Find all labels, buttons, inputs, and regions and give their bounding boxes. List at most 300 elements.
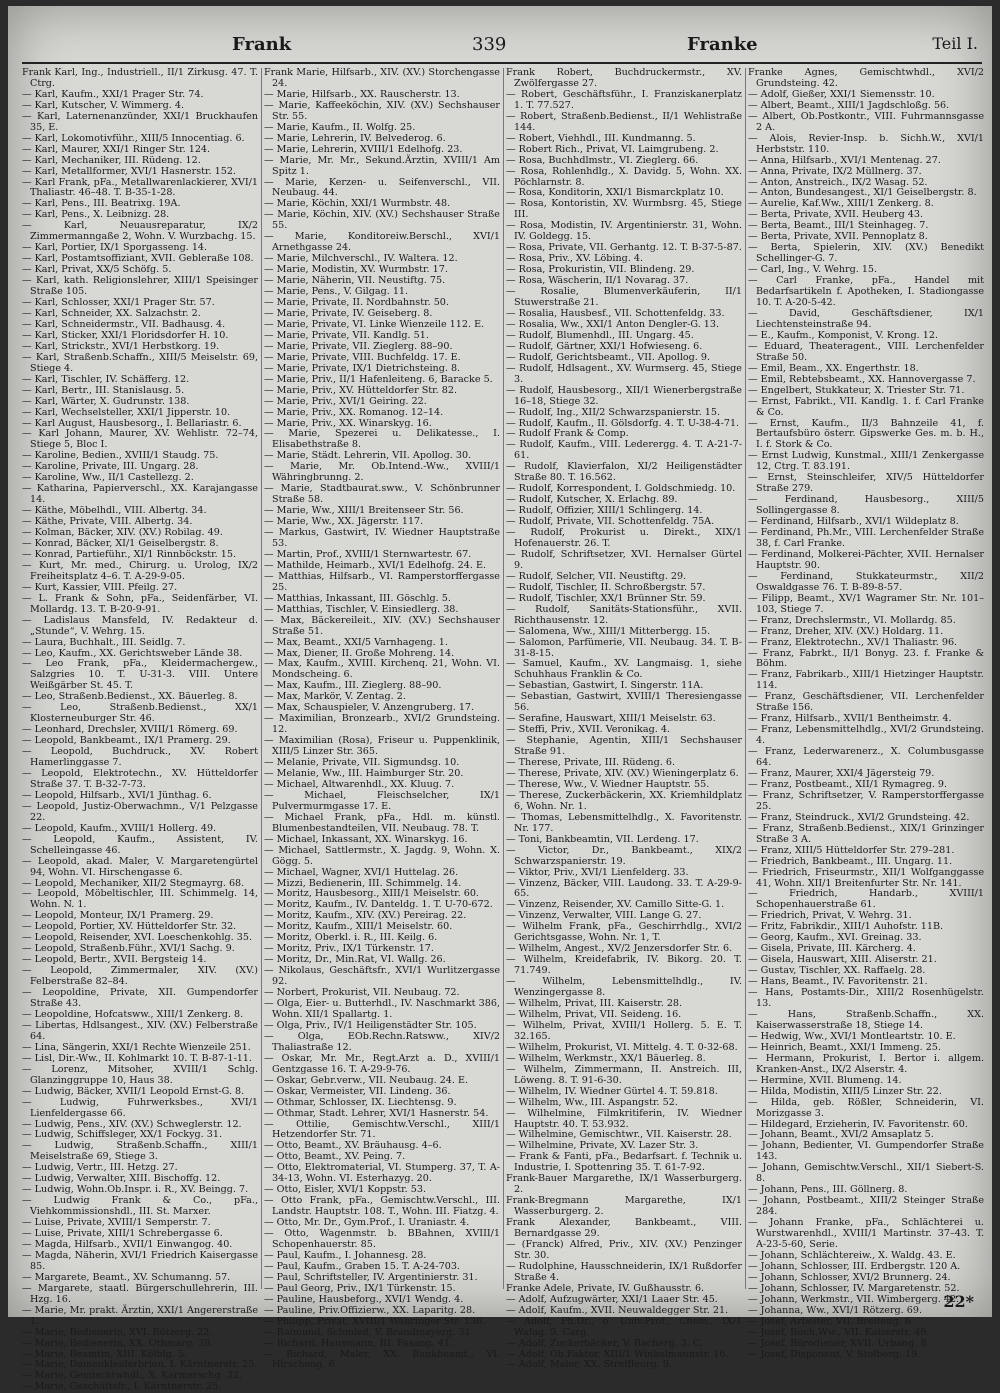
directory-entry: — Johann, Schlosser, IV. Margaretenstr. 52.	[748, 1282, 960, 1294]
directory-entry: — Rudolf, Schriftsetzer, XVI. Hernalser Gürtel 9.	[506, 548, 742, 571]
directory-entry: — E., Kaufm., Komponist, V. Krong. 12.	[748, 329, 939, 341]
directory-entry: — Moritz, Kaufm., XIII/1 Meiselstr. 60.	[264, 921, 453, 933]
directory-entry: — Adolf, Zuckerbäcker, V. Bacherg. 3. C.	[506, 1337, 703, 1349]
directory-entry: — Franz, Straßenb.Bedienst., XIX/1 Grinzinger Straße 3 A.	[748, 822, 984, 845]
directory-entry: — Ludwig, Fuhrwerksbes., XVI/1 Lienfeldergasse 66.	[22, 1096, 258, 1119]
directory-entry: — Leo, Straßenb.Bedienst., XX. Bäuerleg. 8.	[22, 691, 238, 703]
directory-entry: — David, Geschäftsdiener, IX/1 Liechtensteinstraße 94.	[748, 307, 984, 330]
directory-entry: — Olga, EOb.Rechn.Ratsww., XIV/2 Thaliastraße 12.	[264, 1030, 500, 1053]
directory-entry: — Rosa, Konditorin, XXI/1 Bismarckplatz 10.	[506, 187, 724, 199]
directory-entry: — Marie, Mr. prakt. Ärztin, XXI/1 Angererstraße 1.	[22, 1304, 258, 1327]
directory-entry: — (Franck) Alfred, Priv., XIV. (XV.) Penzinger Str. 30.	[506, 1238, 742, 1261]
directory-entry: Frank Alexander, Bankbeamt., VIII. Bernardgasse 29.	[506, 1217, 742, 1240]
directory-entry: — Paul, Kaufm., I. Johannesg. 28.	[264, 1249, 427, 1261]
directory-entry: — Johanna, Ww., XVI/1 Rötzerg. 69.	[748, 1304, 923, 1316]
directory-entry: — Leopold, Kaufm., Assistent, IV. Schelleingasse 46.	[22, 833, 258, 856]
directory-entry: — Moritz, Kaufm., XIV. (XV.) Pereirag. 22.	[264, 910, 467, 922]
directory-entry: — Hildegard, Erzieherin, IV. Favoritenstr. 60.	[748, 1118, 968, 1130]
directory-entry: — Vinzenz, Reisender, XV. Camillo Sitte-G. 1.	[506, 899, 725, 911]
directory-entry: — Engelbert, Stukkateur, X. Triester Str. 71.	[748, 384, 965, 396]
directory-entry: — Ludwig, Pens., XIV. (XV.) Schweglerstr. 12.	[22, 1118, 242, 1130]
directory-entry: — Robert, Viehhdl., III. Kundmanng. 5.	[506, 132, 696, 144]
directory-entry: — Ferdinand, Molkerei-Pächter, XVII. Hernalser Hauptstr. 90.	[748, 548, 984, 571]
directory-entry: — Viktor, Priv., XVI/1 Lienfelderg. 33.	[506, 866, 689, 878]
directory-entry: — Leopold, Monteur, IX/1 Pramerg. 29.	[22, 910, 214, 922]
columns-area	[22, 67, 984, 1393]
directory-entry: — Rosa, Modistin, IV. Argentinierstr. 31, Wohn. IV. Goldegg. 15.	[506, 220, 742, 243]
directory-entry: — Johann, Schlächtereiw., X. Waldg. 43. E.	[748, 1249, 956, 1261]
directory-entry: — Karl, Strickstr., XVI/1 Herbstkorg. 19.	[22, 340, 220, 352]
directory-entry: — Martin, Prof., XVIII/1 Sternwartestr. 67.	[264, 548, 472, 560]
directory-entry: — Richard, Hausmann, III. Fasang. 41.	[264, 1337, 454, 1349]
directory-entry: — Marie, Konditoreiw.Berschl., XVI/1 Arnethgasse 24.	[264, 231, 500, 254]
directory-entry: — Adolf, Ob.Faktor, XIII/1 Winkelmannstr. 16.	[506, 1348, 729, 1360]
directory-entry: — Ludwig, Straßenb.Schaffn., XIII/1 Meiselstraße 69, Stiege 3.	[22, 1140, 258, 1163]
directory-entry: — Michael, Fleischselcher, IX/1 Pulvermurmgasse 17. E.	[264, 789, 500, 812]
directory-entry: — Rosa, Prokuristin, VII. Blindeng. 29.	[506, 264, 695, 276]
directory-entry: — Franz, Elektrotechn., XV/1 Thaliastr. 96.	[748, 636, 958, 648]
directory-entry: — Karl, Postamtsoffiziant, XVII. Gebleraße 108.	[22, 253, 254, 265]
directory-entry: — Marie, Milchverschl., IV. Waltera. 12.	[264, 253, 458, 265]
directory-entry: — Lina, Sängerin, XXI/1 Rechte Wienzeile 251.	[22, 1041, 251, 1053]
directory-entry: — Kurt, Kassier, VIII. Pfeilg. 27.	[22, 581, 178, 593]
directory-entry: — Franz, Lebensmittelhdlg., XVI/2 Grundsteing. 4.	[748, 724, 984, 747]
directory-entry: — Karl, Lokomotivführ., XIII/5 Innocentiag. 6.	[22, 132, 245, 144]
directory-entry: — Marie, Geschäftsfr., I. Kärntnerstr. 25.	[22, 1381, 222, 1393]
directory-entry: — Rudolf, Gerichtsbeamt., VII. Apollog. 9.	[506, 351, 711, 363]
directory-entry: — Therese, Private, XIV. (XV.) Wieningerplatz 6.	[506, 768, 739, 779]
directory-entry: — Ernst Ludwig, Kunstmal., XIII/1 Zenkergasse 12, Ctrg. T. 83.191.	[748, 450, 984, 473]
directory-entry: — Marie, Private, VIII. Buchfeldg. 17. E.	[264, 351, 461, 363]
directory-entry: — Adolf, Maler, XX. Streffleurg. 9.	[506, 1359, 672, 1371]
directory-entry: — Michael, Inkassant, XX. Winarskyg. 16.	[264, 833, 468, 845]
directory-entry: — Wilhelm, Ww., III. Aspangstr. 52.	[506, 1096, 678, 1108]
directory-entry: — Gustav, Tischler, XX. Raffaelg. 28.	[748, 965, 926, 977]
directory-entry: — Marie, Köchin, XXI/1 Wurmbstr. 48.	[264, 198, 451, 210]
directory-entry: — Marie, Priv., XVI/1 Geiring. 22.	[264, 395, 427, 407]
directory-entry: — Therese, Zuckerbäckerin, XX. Kriemhildplatz 6, Wohn. Nr. 1.	[506, 789, 742, 812]
directory-entry: Franke Adele, Private, IV. Gußhausstr. 6.	[506, 1282, 705, 1294]
directory-entry: — Johann, Beamt., XVI/2 Amsaplatz 5.	[748, 1129, 934, 1141]
directory-entry: — Franz, Drechslermstr., VI. Mollardg. 85.	[748, 614, 956, 626]
directory-entry: — Margarete, staatl. Bürgerschullehrerin, III. Hzg. 16.	[22, 1282, 258, 1305]
directory-entry: — Max, Kaufm., III. Zieglerg. 88–90.	[264, 680, 442, 692]
directory-entry: — Georg, Kaufm., XVI. Greinag. 33.	[748, 932, 922, 944]
directory-entry: — Filipp, Beamt., XV/1 Wagramer Str. Nr. 101–103, Stiege 7.	[748, 592, 984, 615]
directory-entry: — Melanie, Private, VII. Sigmundsg. 10.	[264, 757, 460, 769]
directory-entry: — Marie, Spezerei u. Delikatesse., I. Elisabethstraße 8.	[264, 428, 500, 451]
directory-entry: — Johann Franke, pFa., Schlächterei u. Wurstwarenhdl., XVIII/1 Martinstr. 37–43. T. A-23-5-60, Serie.	[748, 1217, 984, 1250]
directory-entry: — Paul, Kaufm., Graben 15. T. A-24-703.	[264, 1260, 460, 1272]
directory-entry: — Wilhelm, Lebensmittelhdlg., IV. Wenzingergasse 8.	[506, 976, 742, 999]
directory-entry: — Adolf, Gießer, XXI/1 Siemensstr. 10.	[748, 88, 935, 100]
directory-entry: — Leonhard, Drechsler, XVIII/1 Römerg. 69.	[22, 724, 238, 736]
directory-entry: — Franz, Dreher, XIV. (XV.) Holdarg. 11.	[748, 625, 944, 637]
directory-entry: — Karl, Maurer, XXI/1 Ringer Str. 124.	[22, 143, 211, 155]
directory-entry: — Rosalia, Hausbesf., VII. Schottenfeldg. 33.	[506, 307, 725, 319]
directory-entry: — Rudolf, Klavierfalon, XI/2 Heiligenstädter Straße 80. T. 16.562.	[506, 461, 742, 484]
directory-entry: — Rudolf, Tischler, II. Schroßbergstr. 57.	[506, 581, 706, 593]
directory-entry: — Ludwig, Vertr., III. Hetzg. 27.	[22, 1162, 178, 1174]
directory-entry: — Albert, Beamt., XIII/1 Jagdschloßg. 56.	[748, 99, 950, 111]
directory-entry: — Wilhelm, IV. Wiedner Gürtel 4. T. 59.818.	[506, 1085, 718, 1097]
directory-entry: — L. Frank & Sohn, pFa., Seidenfärber, VI. Mollardg. 13. T. B-20-9-91.	[22, 592, 258, 615]
directory-entry: — Eduard, Theateragent., VIII. Lerchenfelder Straße 50.	[748, 340, 984, 363]
directory-entry: — Johann, Bedienter, VI. Gumpendorfer Straße 143.	[748, 1140, 984, 1163]
directory-entry: — Leopold, Justiz-Oberwachmn., V/1 Pelzgasse 22.	[22, 800, 258, 823]
directory-entry: — Magda, Hilfsarb., XVII/1 Einwangog. 40.	[22, 1238, 233, 1250]
directory-entry: — Otto, Beamt., XV. Bräuhausg. 4–6.	[264, 1140, 442, 1152]
directory-entry: — Olga, Priv., IV/1 Heiligenstädter Str. 105.	[264, 1019, 477, 1031]
column-rule	[745, 68, 746, 1289]
part-label: Teil I.	[932, 34, 978, 53]
directory-entry: — Moritz, Dr., Min.Rat, VI. Wallg. 26.	[264, 954, 446, 966]
directory-entry: — Josef, Arbeiter, VII. Breiteng. 6.	[748, 1315, 914, 1327]
directory-entry: — Ferdinand, Ph.Mr., VIII. Lerchenfelder Straße 38, f. Carl Franke.	[748, 527, 984, 549]
directory-entry: — Karl, Kaufm., XXI/1 Prager Str. 74.	[22, 88, 204, 100]
directory-entry: — Rosa, Buchhdlmstr., VI. Zieglerg. 66.	[506, 154, 699, 166]
directory-entry: — Michael, Wagner, XVI/1 Huttelag. 26.	[264, 866, 459, 878]
directory-entry: — Friedrich, Handarb., XVIII/1 Schopenhauerstraße 61.	[748, 888, 984, 911]
directory-entry: — Karl, Wärter, X. Gudrunstr. 138.	[22, 395, 190, 407]
directory-entry: — Leopold, Zimmermaler, XIV. (XV.) Felberstraße 82–84.	[22, 965, 258, 988]
directory-entry: — Katharina, Papierverschl., XX. Karajangasse 14.	[22, 483, 258, 506]
directory-entry: — Ladislaus Mansfeld, IV. Redakteur d. „Stunde“, V. Wehrg. 15.	[22, 614, 258, 637]
directory-entry: — Matthias, Hilfsarb., VI. Ramperstorffergasse 25.	[264, 570, 500, 593]
directory-entry: — Ottilie, Gemischtw.Verschl., XIII/1 Hetzendorfer Str. 71.	[264, 1118, 500, 1141]
directory-entry: — Marie, Kerzen- u. Seifenverschl., VII. Neubaug. 44.	[264, 176, 500, 199]
directory-entry: — Ferdinand, Stukkateurmstr., XII/2 Oswaldgasse 76. T. B-89-8-57.	[748, 570, 984, 593]
directory-entry: — Moritz, Hausbesorg., XIII/1 Meiselstr. 60.	[264, 888, 479, 900]
directory-entry: — Karoline, Private, III. Ungarg. 28.	[22, 461, 199, 473]
directory-entry: — Marie, Private, II. Nordbahnstr. 50.	[264, 297, 449, 309]
directory-entry: — Konrad, Partieführ., XI/1 Rinnböckstr. 15.	[22, 548, 236, 560]
directory-entry: — Rosalia, Ww., XXI/1 Anton Dengler-G. 13.	[506, 318, 720, 330]
directory-entry: — Rosalie, Blumenverkäuferin, II/1 Stuwerstraße 21.	[506, 286, 742, 309]
directory-entry: — Michael Frank, pFa., Hdl. m. künstl. Blumenbestandteilen, VII. Neubaug. 78. T.	[264, 811, 500, 834]
directory-entry: — Marie, Städt. Lehrerin, VII. Apollog. 30.	[264, 450, 472, 462]
directory-entry: — Pauline, Hausbeforg., XVI/1 Wendg. 4.	[264, 1293, 464, 1305]
directory-entry: — Johann, Schlosser, III. Erdbergstr. 120 A.	[748, 1260, 961, 1272]
directory-entry: — Aurelie, Kaf.Ww., XIII/1 Zenkerg. 8.	[748, 198, 934, 210]
directory-entry: — Leo, Straßenb.Bedienst., XX/1 Klosterneuburger Str. 46.	[22, 702, 258, 725]
directory-entry: — Rudolphine, Hausschneiderin, IX/1 Rußdorfer Straße 4.	[506, 1260, 742, 1283]
directory-entry: — Robert, Geschäftsführ., I. Franziskanerplatz 1. T. 77.527.	[506, 88, 742, 111]
directory-entry: — Otto, Mr. Dr., Gym.Prof., I. Uraniastr. 4.	[264, 1217, 470, 1229]
directory-entry: — Marie, Priv., XV. Hütteldorfer Str. 82.	[264, 384, 458, 396]
signature-mark: 22*	[943, 1292, 974, 1311]
directory-entry: — Käthe, Möbelhdl., VIII. Albertg. 34.	[22, 505, 207, 517]
directory-entry: — Leo, Kaufm., XX. Gerichtsweber Lände 38.	[22, 647, 243, 659]
column-2	[264, 67, 500, 1371]
directory-entry: — Melanie, Ww., III. Haimburger Str. 20.	[264, 768, 464, 779]
directory-entry: — Raimund, Schmied, V. Brandmayerg. 31.	[264, 1326, 474, 1338]
directory-entry: — Libertas, Hdlsangest., XIV. (XV.) Felberstraße 64.	[22, 1019, 258, 1042]
directory-entry: — Marie, Köchin, XIV. (XV.) Sechshauser Straße 55.	[264, 209, 500, 232]
directory-entry: — Friedrich, Privat, V. Wehrg. 31.	[748, 910, 912, 922]
directory-entry: — Rosa, Rohlenhdlg., X. Davidg. 5, Wohn. XX. Pöchlarnstr. 8.	[506, 165, 742, 188]
directory-entry: — Johann, Pens., III. Göllnerg. 8.	[748, 1184, 908, 1196]
directory-entry: — Luise, Private, XVIII/1 Semperstr. 7.	[22, 1217, 211, 1229]
directory-entry: — Emil, Rebtebsbeamt., XX. Hannovergasse 7.	[748, 373, 976, 385]
directory-entry: — Berta, Beamt., III/1 Steinhageg. 7.	[748, 220, 929, 232]
directory-entry: — Adolf, Kaufm., XVII. Neuwaldegger Str. 21.	[506, 1304, 729, 1316]
directory-entry: — Luise, Private, XIII/1 Schrebergasse 6.	[22, 1228, 223, 1240]
directory-entry: — Rudolf, Tischler, XX/1 Brünner Str. 59.	[506, 592, 706, 604]
directory-entry: — Carl, Ing., V. Wehrg. 15.	[748, 264, 878, 276]
directory-entry: — Adolf, Ph.Dr., o. Univ.Prof., Chem., IX/1 Wafag. 9. Carg.	[506, 1315, 742, 1338]
directory-entry: — Hilda, geb. Rößler, Schneiderin, VI. Morizgasse 3.	[748, 1096, 984, 1119]
directory-entry: — Rudolf, Korrespondent, I. Goldschmiedg. 10.	[506, 483, 736, 495]
directory-entry: — Hermine, XVII. Blumeng. 14.	[748, 1074, 902, 1086]
directory-entry: — Marie, Ww., XIII/1 Breitenseer Str. 56.	[264, 505, 464, 517]
directory-entry: — Otto, Beamt., XV. Peing. 7.	[264, 1151, 406, 1163]
directory-entry: — Matthias, Inkassant, III. Göschlg. 5.	[264, 592, 451, 604]
directory-entry: — Marie, Private, VII. Kandlg. 51.	[264, 329, 429, 341]
directory-entry: — Karl, Neuausreparatur, IX/2 Zimmermanngaße 2, Wohn. V. Wurzbachg. 15.	[22, 220, 258, 243]
directory-entry: — Therese, Private, III. Rüdeng. 6.	[506, 757, 676, 769]
directory-entry: — Paul Georg, Priv., IX/1 Türkenstr. 15.	[264, 1282, 456, 1294]
directory-entry: — Michael, Altwarenhdl., XX. Kluug. 7.	[264, 778, 455, 790]
directory-entry: — Oskar, Mr. Mr., Regt.Arzt a. D., XVIII/1 Gentzgasse 16. T. A-29-9-76.	[264, 1052, 500, 1075]
directory-entry: — Ernst, Steinschleifer, XIV/5 Hütteldorfer Straße 279.	[748, 472, 984, 495]
directory-entry: — Josef, Buch.Ww., VII. Kaiserstr. 49.	[748, 1326, 930, 1338]
directory-entry: — Lorenz, Mitsoher, XVIII/1 Schlg. Glanzinggruppe 10, Haus 38.	[22, 1063, 258, 1086]
directory-entry: — Anton, Bundesangest., XI/1 Geiselbergstr. 8.	[748, 187, 977, 199]
directory-entry: — Karl, Portier, IX/1 Sporgasseng. 14.	[22, 242, 208, 254]
directory-entry: — Robert Rich., Privat, VI. Laimgrubeng. 2.	[506, 143, 719, 155]
directory-entry: — Berta, Spielerin, XIV. (XV.) Benedikt Schellinger-G. 7.	[748, 242, 984, 265]
directory-entry: — Max, Diener, II. Große Mohreng. 14.	[264, 647, 455, 659]
directory-entry: — Karl, Schneider, XX. Salzachstr. 2.	[22, 307, 201, 319]
directory-entry: — Leopold, Hilfsarb., XVI/1 Jünthag. 6.	[22, 789, 212, 801]
directory-entry: — Toni, Bankbeamtin, VII. Lerdeng. 17.	[506, 833, 699, 845]
directory-entry: — Karl, Tischler, IV. Schäfferg. 12.	[22, 373, 190, 385]
directory-entry: — Karl, Bertr., III. Stanislausg. 5.	[22, 384, 185, 396]
directory-entry: — Marie, Private, VI. Linke Wienzeile 112. E.	[264, 318, 485, 330]
directory-entry: Frank Robert, Buchdruckermstr., XV. Zwölfergasse 27.	[506, 67, 742, 89]
directory-entry: — Samuel, Kaufm., XV. Langmaisg. 1, siehe Schuhhaus Franklin & Co.	[506, 658, 742, 681]
directory-entry: — Norbert, Prokurist, VII. Neubaug. 72.	[264, 987, 460, 999]
directory-entry: — Robert, Straßenb.Bedienst., II/1 Wehlistraße 144.	[506, 110, 742, 133]
directory-entry: — Marie, Private, IV. Geiseberg. 8.	[264, 307, 433, 319]
directory-entry: — Ferdinand, Hilfsarb., XVI/1 Wildeplatz 8.	[748, 516, 959, 528]
directory-entry: — Johann, Gemischtw.Verschl., XII/1 Siebert-S. 8.	[748, 1162, 984, 1185]
directory-entry: — Wilhelm, Prokurist, VI. Mittelg. 4. T. 0-32-68.	[506, 1041, 738, 1053]
header-rule	[22, 62, 982, 64]
directory-entry: — Oskar, Gebr.verw., VII. Neubaug. 24. E.	[264, 1074, 469, 1086]
directory-entry: — Anna, Private, IX/2 Müllnerg. 37.	[748, 165, 922, 177]
directory-entry: — Marie, Beamtin, XIII. Kölblg. 5.	[22, 1348, 188, 1360]
column-rule	[503, 68, 504, 1289]
directory-entry: — Marie, Kaufm., II. Wolfg. 25.	[264, 121, 416, 133]
directory-entry: — Wilhelmine, Gemischtwr., VII. Kaiserstr. 28.	[506, 1129, 732, 1141]
directory-entry: — Karoline, Ww., II/1 Castellezg. 2.	[22, 472, 194, 484]
directory-entry: — Adolf, Aufzugwärter, XXI/1 Laaer Str. 45.	[506, 1293, 718, 1305]
directory-entry: — Paul, Schriftsteller, IV. Argentinierstr. 31.	[264, 1271, 478, 1283]
directory-entry: — Marie, Gemischtwhdl., X. Karmarschg. 32.	[22, 1370, 242, 1382]
directory-entry: — Franz, Fabrkt., II/1 Bonyg. 23. f. Franke & Böhm.	[748, 647, 984, 670]
directory-entry: — Franz, Postbeamt., XII/1 Rymagreg. 9.	[748, 778, 948, 790]
directory-entry: — Hilda, Modistin, XIII/5 Linzer Str. 22.	[748, 1085, 942, 1097]
directory-entry: — Ferdinand, Hausbesorg., XIII/5 Sollingergasse 8.	[748, 494, 984, 517]
directory-entry: — Hans, Straßenb.Schaffn., XX. Kaiserwasserstraße 18, Stiege 14.	[748, 1008, 984, 1031]
page-number: 339	[472, 34, 507, 55]
directory-entry: — Leopoldine, Private, XII. Gumpendorfer Straße 43.	[22, 987, 258, 1010]
directory-entry: — Hans, Postamts-Dir., XIII/2 Rosenhügelstr. 13.	[748, 987, 984, 1010]
directory-entry: — Wilhelm, Privat, VII. Seideng. 16.	[506, 1008, 682, 1020]
directory-entry: — Käthe, Private, VIII. Albertg. 34.	[22, 516, 193, 528]
directory-entry: — Karl August, Hausbesorg., I. Bellariastr. 6.	[22, 417, 242, 429]
directory-entry: — Wilhelm, Zimmermann, II. Anstreich. III, Löweng. 8. T. 91-6-30.	[506, 1063, 742, 1086]
directory-entry: — Moritz, Kaufm., IV. Danteldg. 1. T. U-70-672.	[264, 899, 493, 911]
directory-entry: — Markus, Gastwirt, IV. Wiedner Hauptstraße 53.	[264, 527, 500, 549]
directory-entry: — Wilhelm, Kreidefabrik, IV. Bikorg. 20. T. 71.749.	[506, 954, 742, 977]
directory-entry: — Marie, Pens., V. Gilgag. 11.	[264, 286, 409, 298]
directory-entry: — Karl, Schlosser, XXI/1 Prager Str. 57.	[22, 297, 215, 309]
directory-entry: — Wilhelmine, Filmkritiferin, IV. Wiedner Hauptstr. 40. T. 53.932.	[506, 1107, 742, 1130]
directory-entry: — Max, Kaufm., XVIII. Kirchenq. 21, Wohn. VI. Mondscheing. 6.	[264, 658, 500, 681]
directory-entry: — Franz, Steindruck., XVI/2 Grundsteing. 42.	[748, 811, 970, 823]
directory-entry: — Marie, Private, IX/1 Dietrichsteing. 8.	[264, 362, 461, 374]
directory-entry: — Friedrich, Bankbeamt., III. Ungarg. 11.	[748, 855, 953, 867]
directory-entry: — Rudolf, Hdlsagent., XV. Wurmserg. 45, Stiege 3.	[506, 362, 742, 385]
directory-entry: — Serafine, Hauswart, XIII/1 Meiselstr. 63.	[506, 713, 716, 725]
directory-entry: — Richard, Maler, XX. Bankbeamt., VI. Hirscheng. 6.	[264, 1348, 500, 1371]
directory-page	[8, 6, 992, 1393]
page-header	[22, 34, 982, 60]
directory-entry: — Marie, Hilfsarb., XX. Rauscherstr. 13.	[264, 88, 460, 100]
directory-entry: — Marie, Ww., XX. Jägerstr. 117.	[264, 516, 424, 528]
directory-entry: — Leopold, Buchdruck., XV. Robert Hamerlinggasse 7.	[22, 746, 258, 769]
directory-entry: — Karl, Privat, XX/5 Schöfg. 5.	[22, 264, 172, 276]
directory-entry: — Othmar, Stadt. Lehrer, XVI/1 Hasnerstr. 54.	[264, 1107, 489, 1119]
directory-entry: — Leopold, Elektrotechn., XV. Hütteldorfer Straße 37. T. B-32-7-73.	[22, 768, 258, 790]
directory-entry: — Marie, Mr. Ob.Intend.-Ww., XVIII/1 Währingbrunng. 2.	[264, 461, 500, 484]
directory-entry: — Marie, Priv., XX. Romanog. 12–14.	[264, 406, 444, 418]
directory-entry: — Wilhelm, Werkmstr., XX/1 Bäuerleg. 8.	[506, 1052, 706, 1064]
directory-entry: — Michael, Sattlermstr., X. Jagdg. 9, Wohn. X. Gögg. 5.	[264, 844, 500, 867]
directory-entry: — Leopold, Kaufm., XVIII/1 Hollerg. 49.	[22, 822, 217, 834]
directory-entry: — Wilhelmine, Private, XV. Lazer Str. 3.	[506, 1140, 699, 1152]
directory-entry: — Marie, Bedienerin, XVI. Rötzerg. 22.	[22, 1326, 213, 1338]
directory-entry: — Rudolf, Prokurist u. Direkt., XIX/1 Hofenauerstr. 26. T.	[506, 527, 742, 549]
directory-entry: Frank Karl, Ing., Industriell., II/1 Zirkusg. 47. T. Ctrg.	[22, 67, 258, 89]
directory-entry: — Emil, Beam., XX. Engerthstr. 18.	[748, 362, 919, 374]
directory-entry: — Ludwig, Schiffsleger, XX/1 Fockyg. 31.	[22, 1129, 223, 1141]
directory-entry: — Rosa, Wäscherin, II/1 Novarag. 37.	[506, 275, 689, 287]
directory-entry: — Victor, Dr., Bankbeamt., XIX/2 Schwarzspanierstr. 19.	[506, 844, 742, 867]
directory-entry: — Marie, Priv., II/1 Hafenleiteng. 6, Baracke 5.	[264, 373, 493, 385]
directory-entry: — Franz, Schriftsetzer, V. Ramperstorffergasse 25.	[748, 789, 984, 812]
directory-entry: — Marie, Lehrerin, IV. Belvederog. 6.	[264, 132, 446, 144]
directory-entry: Franke Agnes, Gemischtwhdl., XVI/2 Grundsteing. 42.	[748, 67, 984, 89]
directory-entry: — Moritz, Oberkl. i. R., III. Keilg. 6.	[264, 932, 438, 944]
directory-entry: — Wilhelm, Privat, XVIII/1 Hollerg. 5. E. T. 32.165.	[506, 1019, 742, 1042]
directory-entry: — Marie, Private, VII. Zieglerg. 88–90.	[264, 340, 453, 352]
directory-entry: — Ludwig Frank & Co., pFa., Viehkommissionshdl., III. St. Marxer.	[22, 1195, 258, 1218]
directory-entry: — Leopold, Mechaniker, XII/2 Stegmayrg. 68.	[22, 877, 245, 889]
directory-entry: — Vinzenz, Verwalter, VIII. Lange G. 27.	[506, 910, 702, 922]
directory-entry: — Alois, Revier-Insp. b. Sichh.W., XVI/1 Herbststr. 110.	[748, 132, 984, 155]
directory-entry: — Margarete, Beamt., XV. Schumanng. 57.	[22, 1271, 231, 1283]
directory-entry: — Karl Johann, Maurer, XV. Wehlistr. 72–74, Stiege 5, Bloc I.	[22, 428, 258, 451]
directory-entry: — Karl, Schneidermstr., VII. Badhausg. 4.	[22, 318, 226, 330]
directory-entry: — Salomena, Ww., XIII/1 Mitterbergg. 15.	[506, 625, 711, 637]
directory-entry: — Hedwig, Ww., XVI/1 Montleartstr. 10. E.	[748, 1030, 956, 1042]
directory-entry: — Karl, Pens., III. Beatrixg. 19A.	[22, 198, 181, 210]
column-1	[22, 67, 258, 1393]
directory-entry: — Ernst, Fabrikt., VII. Kandlg. 1. f. Carl Franke & Co.	[748, 395, 984, 418]
directory-entry: — Karl, Mechaniker, III. Rüdeng. 12.	[22, 154, 201, 166]
directory-entry: — Laura, Buchhalt., III. Seidlg. 7.	[22, 636, 186, 648]
directory-entry: — Mathilde, Heimarb., XVI/1 Edelhofg. 24. E.	[264, 559, 487, 571]
directory-entry: — Rudolf, Hausbesorg., XII/1 Wienerbergstraße 16–18, Stiege 32.	[506, 384, 742, 407]
directory-entry: — Rosa, Private, VII. Gerhantg. 12. T. B-37-5-87.	[506, 242, 742, 254]
directory-entry: — Franz, Geschäftsdiener, VII. Lerchenfelder Straße 156.	[748, 691, 984, 714]
directory-entry: — Steffi, Priv., XVII. Veronikag. 4.	[506, 724, 670, 736]
directory-entry: — Wilhelm, Angest., XV/2 Jenzersdorfer Str. 6.	[506, 943, 733, 955]
directory-entry: — Stephanie, Agentin, XIII/1 Sechshauser Straße 91.	[506, 735, 742, 758]
directory-entry: — Frank & Fanti, pFa., Bedarfsart. f. Technik u. Industrie, I. Spottenring 35. T. 61-7-92.	[506, 1151, 742, 1174]
directory-entry: — Wilhelm, Privat, III. Kaiserstr. 28.	[506, 998, 683, 1010]
directory-entry: — Leopold, Bankbeamt., IX/1 Pramerg. 29.	[22, 735, 231, 747]
directory-entry: — Rudolf, Blumenhdl., III. Ungarg. 45.	[506, 329, 694, 341]
directory-entry: — Max, Markör, V. Zentag. 2.	[264, 691, 406, 703]
directory-entry: — Karl, kath. Religionslehrer, XIII/1 Speisinger Straße 105.	[22, 275, 258, 298]
directory-entry: — Ludwig, Bäcker, XVII/1 Leopold Ernst-G. 8.	[22, 1085, 245, 1097]
directory-entry: — Sebastian, Gastwirt, XVIII/1 Theresiengasse 56.	[506, 691, 742, 714]
directory-entry: — Othmar, Schlosser, IX. Liechtensg. 9.	[264, 1096, 457, 1108]
directory-entry: — Rudolf, Gärtner, XXI/1 Hofwieseng. 6.	[506, 340, 703, 352]
directory-entry: — Marie, Kaffeeköchin, XIV. (XV.) Sechshauser Str. 55.	[264, 99, 500, 122]
directory-entry: — Gisela, Private, III. Kärcherg. 4.	[748, 943, 916, 955]
directory-entry: — Albert, Ob.Postkontr., VIII. Fuhrmannsgasse 2 A.	[748, 110, 984, 133]
directory-entry: — Max, Schauspieler, V. Anzengruberg. 17.	[264, 702, 475, 714]
directory-entry: — Josef, Bürodiener, XVII. Urbang. 8.	[748, 1337, 930, 1349]
directory-entry: — Salomon, Parfümerie, VII. Neubaug. 34. T. B-31-8-15.	[506, 636, 742, 659]
directory-entry: — Berta, Private, XVII. Pennoplatz 8.	[748, 231, 928, 243]
directory-entry: — Ernst, Kaufm., II/3 Bahnzeile 41, f. Bertaufsbüro österr. Gipswerke Ges. m. b. H., I. f. Stork & Co.	[748, 417, 984, 451]
directory-entry: — Marie, Mr. Mr., Sekund.Ärztin, XVIII/1 Am Spitz 1.	[264, 154, 500, 177]
directory-entry: — Max, Bäckereileit., XIV. (XV.) Sechshauser Straße 51.	[264, 614, 500, 637]
directory-entry: Frank Marie, Hilfsarb., XIV. (XV.) Storchengasse 24.	[264, 67, 500, 89]
directory-entry: — Leopold, Bertr., XVII. Bergsteig 14.	[22, 954, 207, 966]
directory-entry: — Philipp, Privat, XVIII/1 Währinger Str. 136.	[264, 1315, 486, 1327]
directory-entry: — Leopold, akad. Maler, V. Margaretengürtel 94, Wohn. VI. Hirschengasse 6.	[22, 855, 258, 878]
directory-entry: — Johann, Postbeamt., XIII/2 Steinger Straße 284.	[748, 1195, 984, 1218]
directory-entry: — Konrad, Bäcker, XI/1 Geiselbergstr. 8.	[22, 537, 219, 549]
directory-entry: — Rosa, Kontoristin, XV. Wurmbsrg. 45, Stiege III.	[506, 198, 742, 221]
directory-entry: — Rudolf, Sanitäts-Stationsführ., XVII. Richthausenstr. 12.	[506, 603, 742, 626]
directory-entry: — Sebastian, Gastwirt, I. Singerstr. 11A.	[506, 680, 704, 692]
directory-entry: — Johann, Schlosser, XVI/2 Brunnerg. 24.	[748, 1271, 951, 1283]
directory-entry: — Leopold, Straßenb.Führ., XVI/1 Sachg. 9.	[22, 943, 235, 955]
directory-entry: — Karl, Sticker, XXI/1 Floridsdorfer H. 10.	[22, 329, 229, 341]
directory-entry: — Karl, Laternenanzünder, XXI/1 Bruckhaufen 35, E.	[22, 110, 258, 133]
column-rule	[261, 68, 262, 1289]
directory-entry: — Rudolf Frank & Comp.	[506, 428, 629, 440]
directory-entry: — Otto, Eisler, XVI/1 Koppstr. 53.	[264, 1184, 427, 1196]
directory-entry: — Marie, Stadtbaurat.sww., V. Schönbrunner Straße 58.	[264, 483, 500, 506]
directory-entry: — Max, Beamt., XXI/5 Varnhageng. 1.	[264, 636, 448, 648]
directory-entry: — Marie, Priv., XX. Winarskyg. 16.	[264, 417, 432, 429]
directory-entry: — Ludwig, Verwalter, XIII. Bischoffg. 12.	[22, 1173, 221, 1185]
directory-entry: — Karl, Wechselsteller, XXI/1 Jipperstr. 10.	[22, 406, 231, 418]
directory-entry: — Otto, Elektromaterial, VI. Stumperg. 37, T. A-34-13, Wohn. VI. Esterhazyg. 20.	[264, 1162, 500, 1185]
directory-entry: — Franz, Lederwarenerz., X. Columbusgasse 64.	[748, 746, 984, 769]
directory-entry: — Olga, Eier- u. Butterhdl., IV. Naschmarkt 386, Wohn. XII/1 Spallartg. 1.	[264, 998, 500, 1020]
